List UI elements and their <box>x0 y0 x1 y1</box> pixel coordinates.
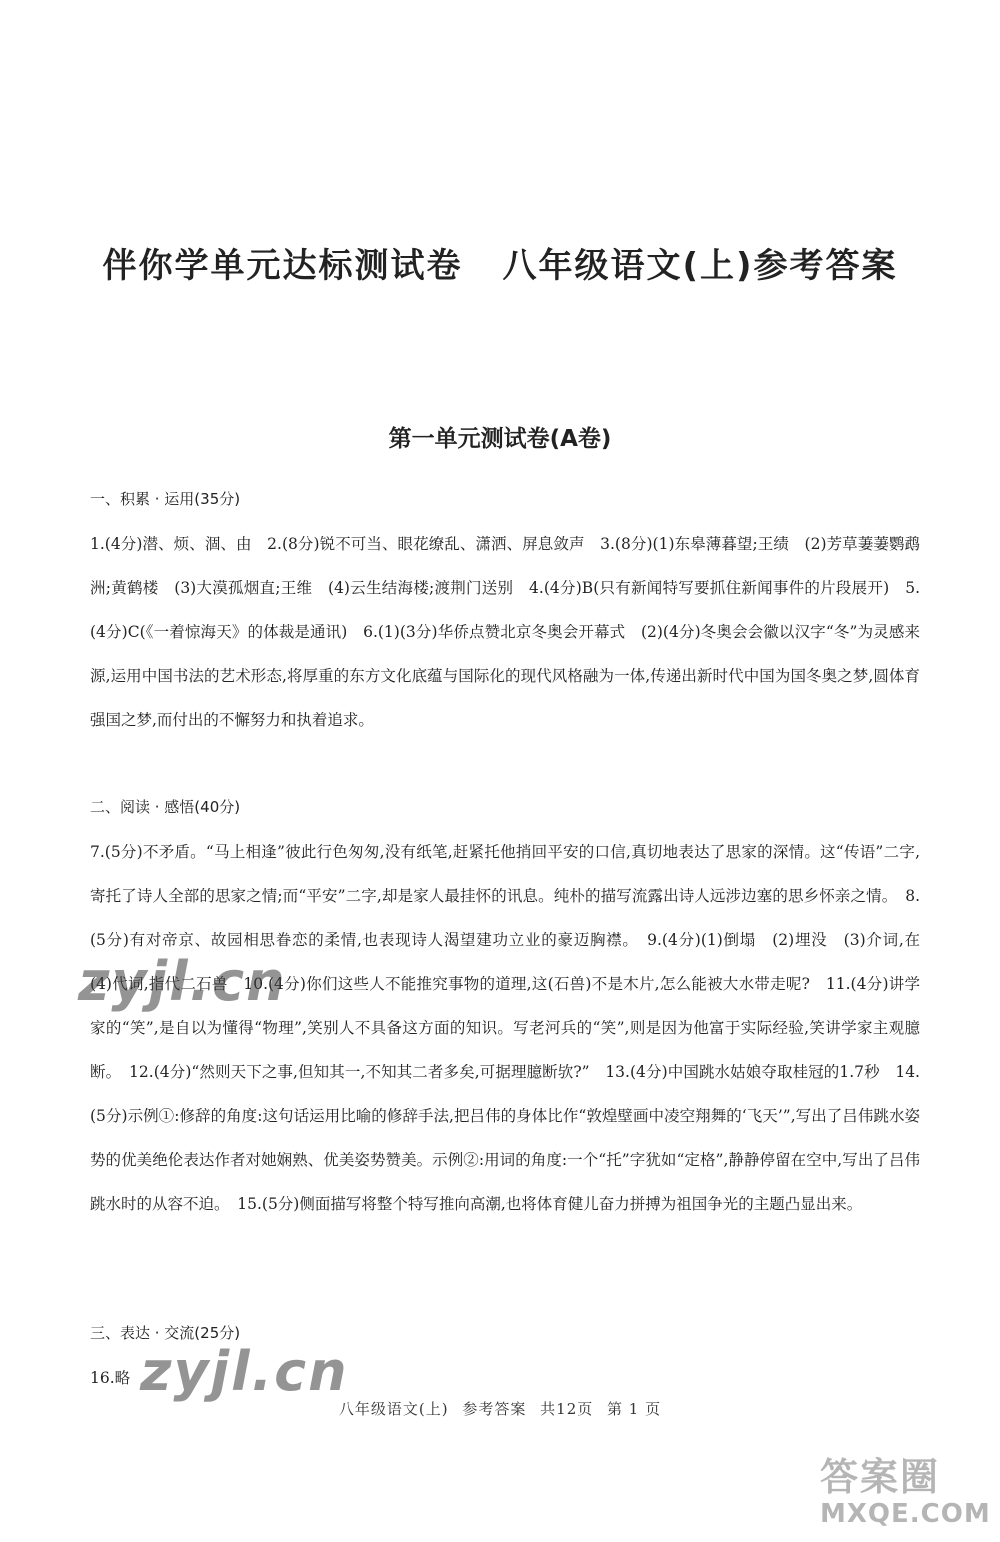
section-body-1: 1.(4分)潜、烦、涸、由 2.(8分)锐不可当、眼花缭乱、潇洒、屏息敛声 3.(8分)(1)东皋薄暮望;王绩 (2)芳草萋萋鹦鹉洲;黄鹤楼 (3)大漠孤烟直;王维 (4)云生结海楼;渡荆门送别 4.(4分)B(只有新闻特写要抓住新闻事件的片段展开) 5.(4分)C(《一着惊海天》的体裁是通讯) 6.(1)(3分)华侨点赞北京冬奥会开幕式 (2)(4分)冬奥会会徽以汉字“冬”为灵感来源,运用中国书法的艺术形态,将厚重的东方文化底蕴与国际化的现代风格融为一体,传递出新时代中国为国冬奥之梦,圆体育强国之梦,而付出的不懈努力和执着追求。 <box>90 535 920 729</box>
logo-en: MXQE.COM <box>820 1499 991 1529</box>
document-title <box>0 238 1000 287</box>
watermark-site-1: zyjl.cn <box>78 950 287 1013</box>
footer-total-pages: 共12页 <box>540 1400 594 1418</box>
watermark-site-2: zyjl.cn <box>140 1340 349 1403</box>
page-footer <box>0 1398 1000 1419</box>
footer-subject: 八年级语文(上) <box>338 1400 449 1418</box>
section-body-2: 7.(5分)不矛盾。“马上相逢”彼此行色匆匆,没有纸笔,赶紧托他捎回平安的口信,真切地表达了思家的深情。这“传语”二字,寄托了诗人全部的思家之情;而“平安”二字,却是家人最挂怀的讯息。纯朴的描写流露出诗人远涉边塞的思乡怀亲之情。 8.(5分)有对帝京、故园相思眷恋的柔情,也表现诗人渴望建功立业的豪迈胸襟。 9.(4分)(1)倒塌 (2)埋没 (3)介词,在 (4)代词,指代二石兽 10.(4分)你们这些人不能推究事物的道理,这(石兽)不是木片,怎么能被大水带走呢? 11.(4分)讲学家的“笑”,是自以为懂得“物理”,笑别人不具备这方面的知识。写老河兵的“笑”,则是因为他富于实际经验,笑讲学家主观臆断。 12.(4分)“然则天下之事,但知其一,不知其二者多矣,可据理臆断欤?” 13.(4分)中国跳水姑娘夺取桂冠的1.7秒 14.(5分)示例①:修辞的角度:这句话运用比喻的修辞手法,把吕伟的身体比作“敦煌壁画中凌空翔舞的‘飞天’”,写出了吕伟跳水姿势的优美绝伦表达作者对她娴熟、优美姿势赞美。示例②:用词的角度:一个“托”字犹如“定格”,静静停留在空中,写出了吕伟跳水时的从容不迫。 15.(5分)侧面描写将整个特写推向高潮,也将体育健儿奋力拼搏为祖国争光的主题凸显出来。 <box>90 843 936 1213</box>
unit-title: 第一单元测试卷(A卷) <box>388 426 612 452</box>
title-part-2: 八年级语文(上)参考答案 <box>502 246 898 286</box>
title-part-1: 伴你学单元达标测试卷 <box>102 246 463 286</box>
section-body-3: 16.略 <box>90 1369 131 1387</box>
section-heading-2: 二、阅读 · 感悟(40分) <box>90 798 241 816</box>
section-heading-3: 三、表达 · 交流(25分) <box>90 1324 241 1342</box>
footer-label: 参考答案 <box>462 1400 527 1418</box>
logo-cn: 答案圈 <box>820 1455 941 1499</box>
footer-page-number: 第 1 页 <box>607 1400 662 1418</box>
corner-watermark-logo <box>820 1455 990 1535</box>
section-heading-1: 一、积累 · 运用(35分) <box>90 490 241 508</box>
